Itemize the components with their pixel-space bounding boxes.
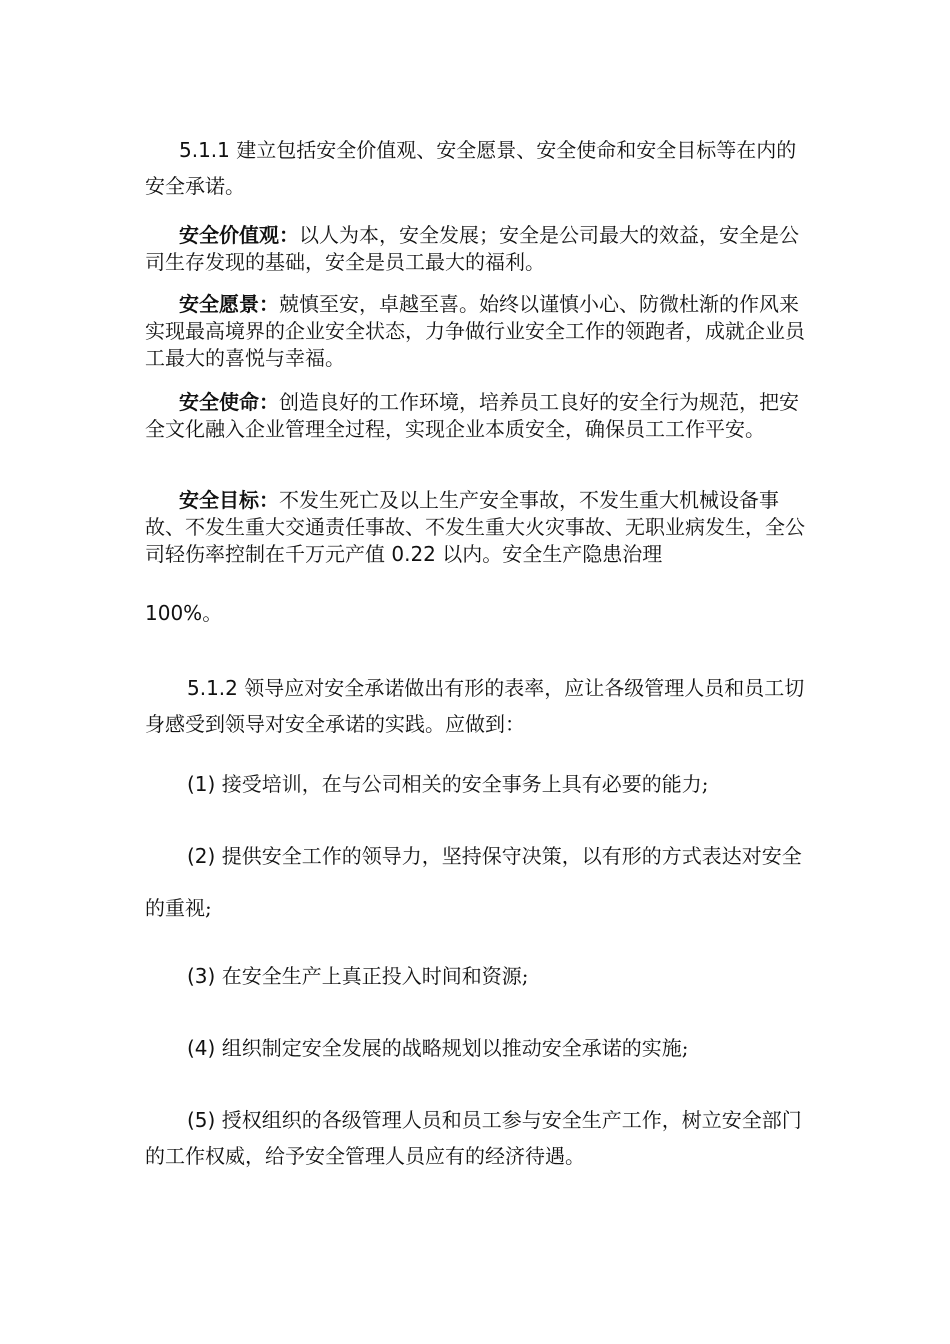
- safety-goal-term: 安全目标: [179, 488, 259, 512]
- list-item: [145, 958, 805, 994]
- injury-rate-value: 0.22: [391, 542, 436, 566]
- list-item-label: (2): [187, 844, 216, 868]
- section-5-1-2: [145, 670, 805, 742]
- hazard-rate-line: [145, 600, 805, 627]
- section-number: 5.1.1: [179, 138, 230, 162]
- list-item-text: 授权组织的各级管理人员和员工参与安全生产工作，树立安全部门的工作权威，给予安全管理人员应有的经济待遇。: [145, 1108, 802, 1168]
- hazard-rate-value: 100%: [145, 601, 203, 625]
- section-text: 建立包括安全价值观、安全愿景、安全使命和安全目标等在内的安全承诺。: [145, 138, 797, 198]
- list-item-text: 组织制定安全发展的战略规划以推动安全承诺的实施;: [215, 1036, 689, 1060]
- list-item-label: (1): [187, 772, 216, 796]
- list-item: [145, 1102, 805, 1174]
- list-item-label: (5): [187, 1108, 216, 1132]
- section-5-1-1: [145, 132, 805, 204]
- term-colon: ：: [259, 488, 279, 512]
- list-item: [145, 830, 805, 934]
- term-colon: ：: [259, 292, 279, 316]
- safety-goal-text-1: 不发生死亡及以上生产安全事故，不发生重大机械设备事故、不发生重大交通责任事故、不发生重大火灾事故、无职业病发生，全公司轻伤率控制在千万元产值: [145, 488, 805, 566]
- section-number: 5.1.2: [187, 676, 238, 700]
- list-item-label: (3): [187, 964, 216, 988]
- safety-mission-text: 创造良好的工作环境，培养员工良好的安全行为规范，把安全文化融入企业管理全过程，实现企业本质安全，确保员工工作平安。: [145, 390, 799, 441]
- term-colon: ：: [279, 223, 299, 247]
- list-item: [145, 766, 805, 802]
- safety-values-paragraph: [145, 222, 805, 276]
- list-item-text: 提供安全工作的领导力，坚持保守决策，以有形的方式表达对安全的重视;: [145, 844, 802, 920]
- list-item: [145, 1030, 805, 1066]
- safety-values-text: 以人为本，安全发展；安全是公司最大的效益，安全是公司生存发现的基础，安全是员工最大的福利。: [145, 223, 799, 274]
- list-item-text: 接受培训，在与公司相关的安全事务上具有必要的能力;: [215, 772, 709, 796]
- safety-vision-paragraph: [145, 291, 805, 372]
- safety-values-term: 安全价值观: [179, 223, 279, 247]
- safety-vision-text: 兢慎至安，卓越至喜。始终以谨慎小心、防微杜渐的作风来实现最高境界的企业安全状态，力争做行业安全工作的领跑者，成就企业员工最大的喜悦与幸福。: [145, 292, 805, 370]
- safety-goal-text-2: 以内。安全生产隐患治理: [435, 542, 663, 566]
- safety-mission-term: 安全使命: [179, 390, 259, 414]
- list-item-label: (4): [187, 1036, 216, 1060]
- list-item-text: 在安全生产上真正投入时间和资源;: [215, 964, 529, 988]
- safety-goal-paragraph: [145, 487, 805, 568]
- period: 。: [202, 601, 223, 625]
- safety-vision-term: 安全愿景: [179, 292, 259, 316]
- section-text: 领导应对安全承诺做出有形的表率，应让各级管理人员和员工切身感受到领导对安全承诺的实践。应做到：: [145, 676, 805, 736]
- term-colon: ：: [259, 390, 279, 414]
- safety-mission-paragraph: [145, 389, 805, 443]
